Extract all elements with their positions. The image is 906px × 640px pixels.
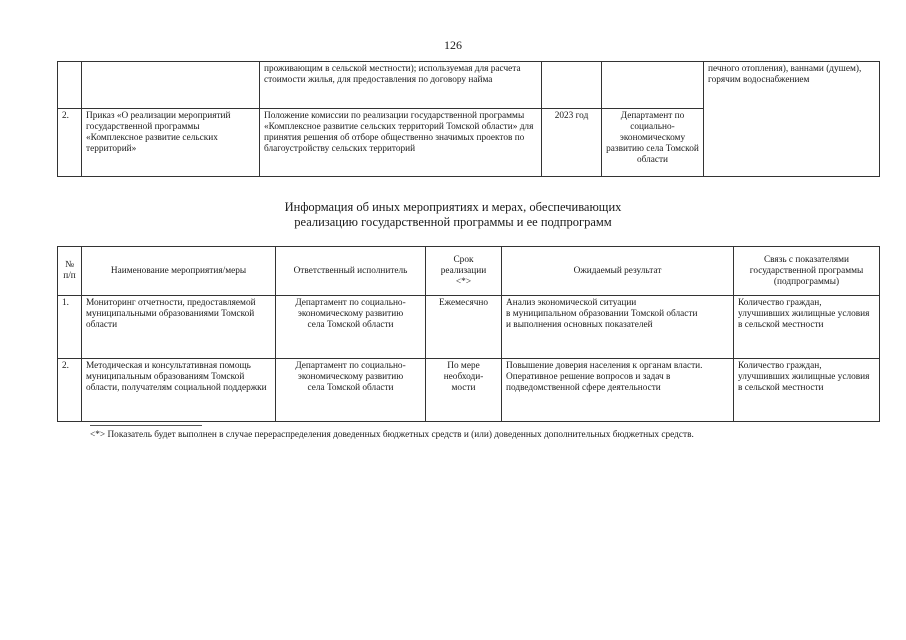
indicator-link-cell: Количество граждан, улучшивших жилищные условия в сельской местности <box>734 296 880 359</box>
measure-name-cell: Методическая и консультативная помощь муниципальным образованиям Томской области, получателям социальной поддержки <box>82 359 276 422</box>
measure-name-cell: Мониторинг отчетности, предоставляемой муниципальными образованиями Томской области <box>82 296 276 359</box>
term-cell: 2023 год <box>542 109 602 177</box>
result-cell: печного отопления), ваннами (душем), горячим водоснабжением <box>704 62 880 109</box>
header-executor: Ответственный исполнитель <box>276 247 426 296</box>
executor-cell: Департамент по социально- экономическому развитию села Томской области <box>276 296 426 359</box>
header-result: Ожидаемый результат <box>502 247 734 296</box>
measure-name-cell: Приказ «О реализации мероприятий государственной программы «Комплексное развитие сельских территорий» <box>82 109 260 177</box>
measure-name-cell <box>82 62 260 109</box>
result-cell-empty <box>704 109 880 177</box>
term-cell: По мере необходи- мости <box>426 359 502 422</box>
row-number-cell: 2. <box>58 359 82 422</box>
header-num: № п/п <box>58 247 82 296</box>
result-cell: Повышение доверия населения к органам власти. Оперативное решение вопросов и задач в подведомственной сфере деятельности <box>502 359 734 422</box>
term-cell <box>542 62 602 109</box>
row-number-cell <box>58 62 82 109</box>
footnote: <*> Показатель будет выполнен в случае перераспределения доведенных бюджетных средств и (или) доведенных дополнительных бюджетных средств. <box>90 430 694 440</box>
result-cell: Анализ экономической ситуации в муниципальном образовании Томской области и выполнения основных показателей <box>502 296 734 359</box>
table-row <box>58 62 880 109</box>
document-cell: проживающим в сельской местности); используемая для расчета стоимости жилья, для предоставления по договору найма <box>260 62 542 109</box>
header-link: Связь с показателями государственной программы (подпрограммы) <box>734 247 880 296</box>
executor-cell <box>602 62 704 109</box>
footnote-divider <box>90 425 202 426</box>
indicator-link-cell: Количество граждан, улучшивших жилищные условия в сельской местности <box>734 359 880 422</box>
document-cell: Положение комиссии по реализации государственной программы «Комплексное развитие сельских территорий Томской области» для принятия решения об отборе общественно значимых проектов по благоустройству сельских территорий <box>260 109 542 177</box>
page-number: 126 <box>444 38 462 52</box>
table-row <box>58 109 880 177</box>
measures-table <box>57 246 880 422</box>
header-term: Срок реализации <*> <box>426 247 502 296</box>
row-number-cell: 1. <box>58 296 82 359</box>
continued-table <box>57 61 880 177</box>
section-heading: Информация об иных мероприятиях и мерах, обеспечивающих реализацию государственной программы и ее подпрограмм <box>284 200 622 229</box>
table-row <box>58 296 880 359</box>
table-row <box>58 359 880 422</box>
table-header-row <box>58 247 880 296</box>
executor-cell: Департамент по социально-экономическому развитию села Томской области <box>602 109 704 177</box>
executor-cell: Департамент по социально- экономическому развитию села Томской области <box>276 359 426 422</box>
row-number-cell: 2. <box>58 109 82 177</box>
term-cell: Ежемесячно <box>426 296 502 359</box>
header-name: Наименование мероприятия/меры <box>82 247 276 296</box>
